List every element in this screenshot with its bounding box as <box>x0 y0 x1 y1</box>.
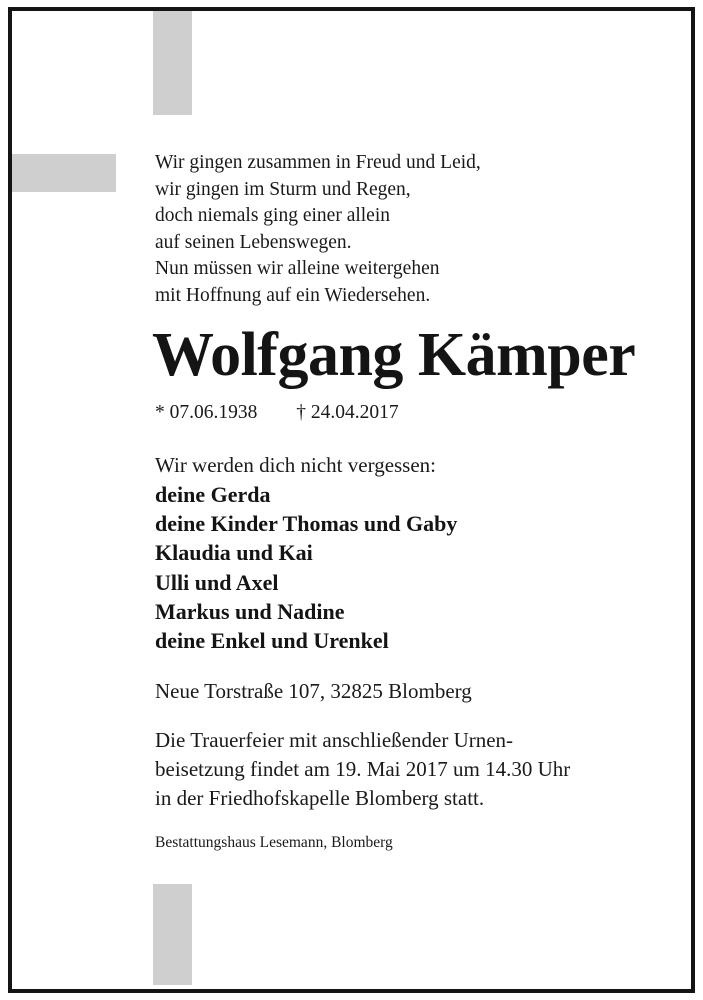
funeral-home: Bestattungshaus Lesemann, Blomberg <box>155 834 393 851</box>
mourner-name: deine Enkel und Urenkel <box>155 628 389 654</box>
poem-line: Wir gingen zusammen in Freud und Leid, <box>155 152 481 173</box>
family-address: Neue Torstraße 107, 32825 Blomberg <box>155 679 472 703</box>
mourner-name: Ulli und Axel <box>155 569 279 595</box>
death-date: † 24.04.2017 <box>296 402 399 423</box>
cross-top-bar <box>153 11 192 115</box>
mourner-name: deine Gerda <box>155 482 271 507</box>
ceremony-line: beisetzung findet am 19. Mai 2017 um 14.30 Uhr <box>155 757 571 781</box>
mourner-name: Markus und Nadine <box>155 598 345 624</box>
poem-line: mit Hoffnung auf ein Wiedersehen. <box>155 284 431 306</box>
mourner-name: deine Kinder Thomas und Gaby <box>155 511 458 537</box>
deceased-name: Wolfgang Kämper <box>152 321 636 389</box>
mourner-name: Klaudia und Kai <box>155 540 313 566</box>
ceremony-info <box>155 726 570 813</box>
cross-bottom-bar <box>153 884 192 985</box>
birth-date: * 07.06.1938 <box>155 402 258 423</box>
cross-left-bar <box>12 154 116 192</box>
mourners-intro: Wir werden dich nicht vergessen: <box>155 453 437 477</box>
poem-line: Nun müssen wir alleine weitergehen <box>155 258 440 279</box>
mourners-list <box>155 480 457 655</box>
ceremony-line: Die Trauerfeier mit anschließender Urnen- <box>155 728 514 752</box>
ceremony-line: in der Friedhofskapelle Blomberg statt. <box>155 786 485 810</box>
poem-line: doch niemals ging einer allein <box>155 205 391 226</box>
life-dates <box>155 400 399 426</box>
memorial-poem <box>155 150 481 309</box>
poem-line: auf seinen Lebenswegen. <box>155 231 352 253</box>
poem-line: wir gingen im Sturm und Regen, <box>155 178 411 200</box>
